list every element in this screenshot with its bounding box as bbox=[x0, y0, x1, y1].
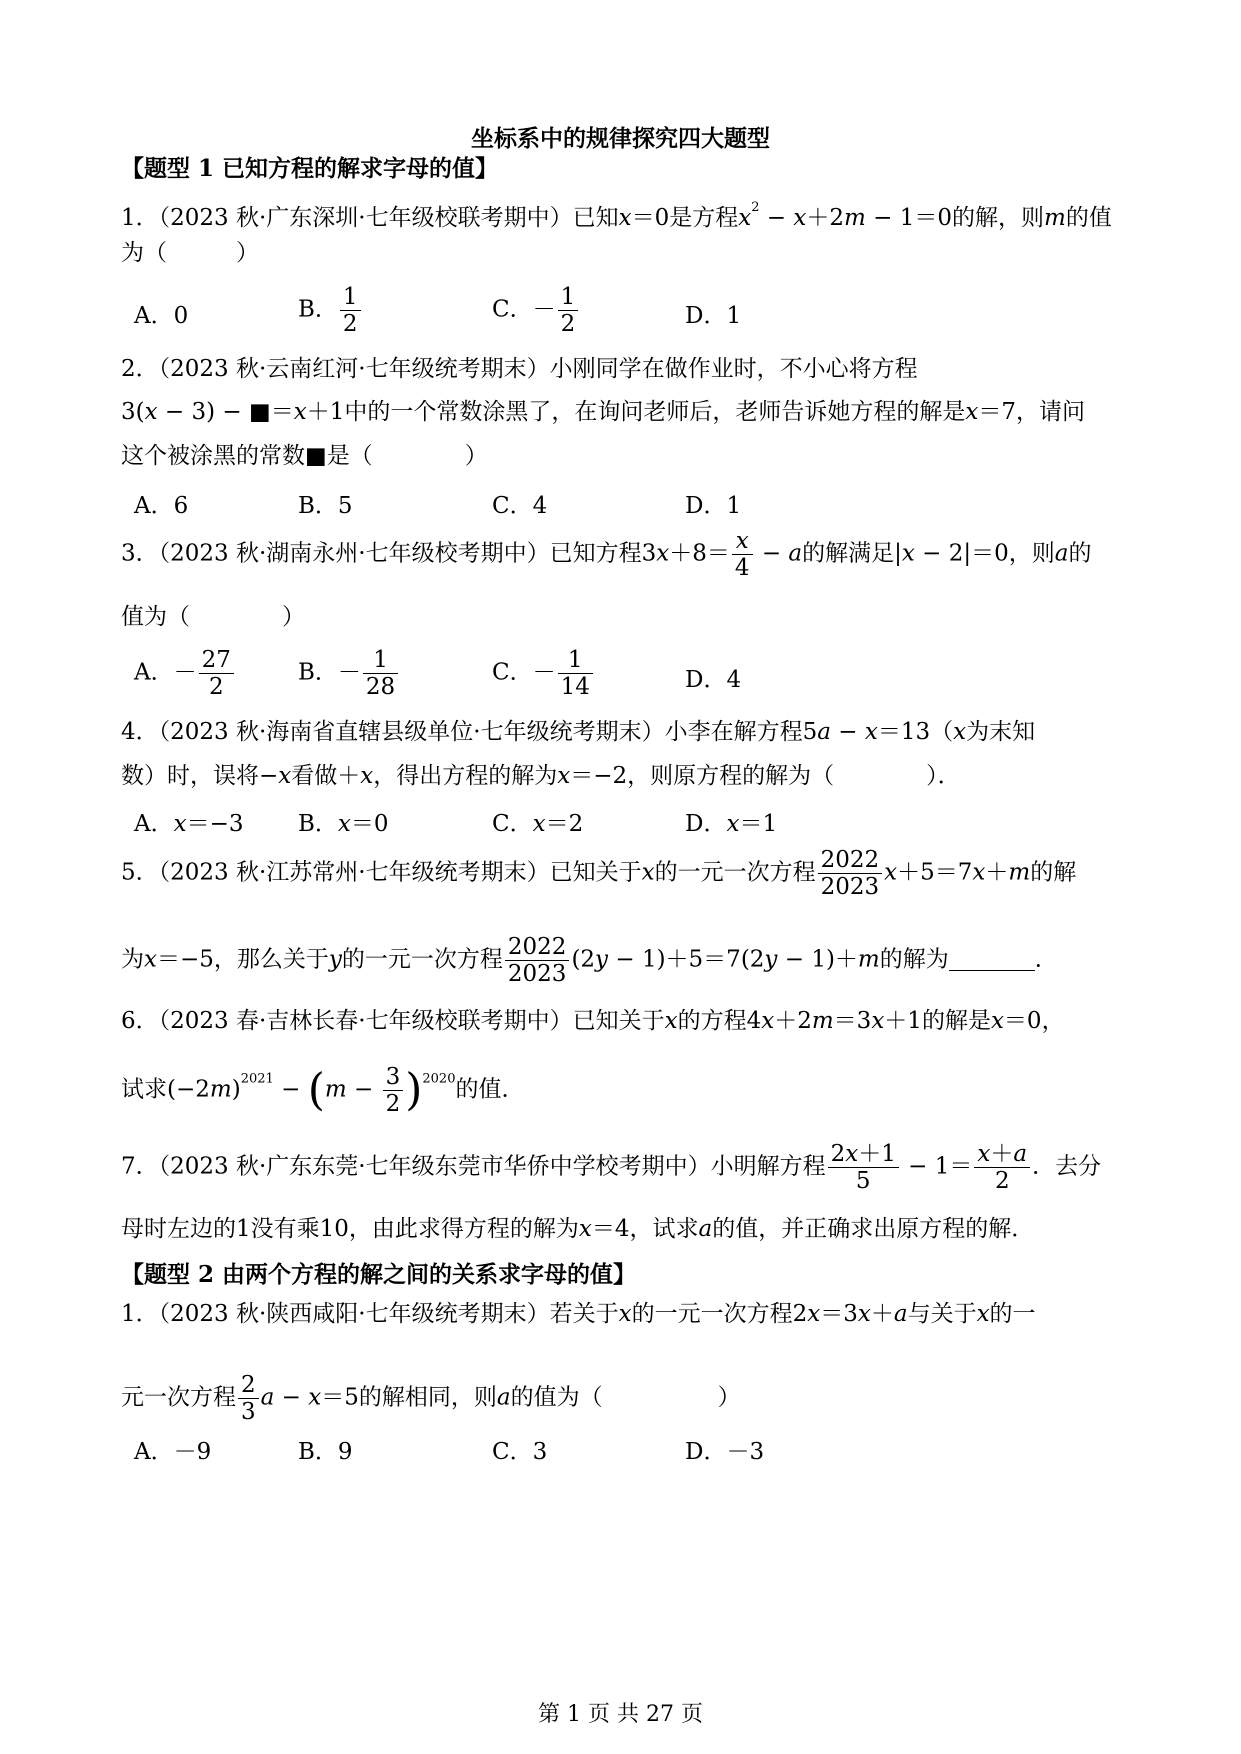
question-4-line-1: 4．（2023 秋·海南省直辖县级单位·七年级统考期末）小李在解方程5a − x＝13（x为末知 bbox=[121, 719, 1036, 745]
q4-option-c[interactable]: C．x＝2 bbox=[492, 811, 584, 837]
question-1-line-2: 为（ ） bbox=[121, 240, 259, 266]
question-3-line-1: 3．（2023 秋·湖南永州·七年级校考期中）已知方程3x＋8＝ $\frac{x}{4}$ − a的解满足|x − 2|＝0，则a的 bbox=[121, 528, 1092, 581]
question-2-line-2: 3(x − 3) − ■＝x＋1中的一个常数涂黑了，在询问老师后，老师告诉她方程的解是x＝7，请问 bbox=[121, 399, 1085, 425]
q2-option-d[interactable]: D．1 bbox=[685, 493, 742, 519]
question-6-line-1: 6．（2023 春·吉林长春·七年级校联考期中）已知关于x的方程4x＋2m＝3x＋1的解是x＝0， bbox=[121, 1008, 1065, 1034]
question-2-line-1: 2．（2023 秋·云南红河·七年级统考期末）小刚同学在做作业时，不小心将方程 bbox=[121, 356, 918, 382]
q4-option-a[interactable]: A．x＝−3 bbox=[134, 811, 244, 837]
q1-option-c[interactable]: C．－ $\frac{1}{2}$ bbox=[492, 284, 580, 337]
question-5-line-2: 为x＝−5，那么关于y的一元一次方程 $\frac{2022}{2023}$ (2y − 1)＋5＝7(2y − 1)＋m的解为 ． bbox=[121, 934, 1058, 987]
q3-option-a[interactable]: A．－ $\frac{27}{2}$ bbox=[134, 647, 236, 700]
question-1-line-1: 1．（2023 秋·广东深圳·七年级校联考期中）已知x＝0是方程$x^2 - x+2m - 1=0$的解，则m的值 bbox=[121, 200, 1112, 231]
q2-option-b[interactable]: B．5 bbox=[298, 493, 353, 519]
page-title: 坐标系中的规律探究四大题型 bbox=[471, 125, 770, 152]
question-2-line-3: 这个被涂黑的常数■是（ ） bbox=[121, 443, 488, 469]
q1-option-d[interactable]: D．1 bbox=[685, 303, 742, 329]
question-4-line-2: 数）时，误将−x看做＋x，得出方程的解为x＝−2，则原方程的解为（ ）． bbox=[121, 763, 961, 789]
q8-option-a[interactable]: A．－9 bbox=[134, 1439, 212, 1465]
q4-option-d[interactable]: D．x＝1 bbox=[685, 811, 778, 837]
question-7-line-1: 7．（2023 秋·广东东莞·七年级东莞市华侨中学校考期中）小明解方程 $\frac{2x+1}{5}$ − 1＝ $\frac{x+a}{2}$ ．去分 bbox=[121, 1141, 1102, 1194]
q3-option-c[interactable]: C．－ $\frac{1}{14}$ bbox=[492, 647, 595, 700]
q3-option-d[interactable]: D．4 bbox=[685, 667, 742, 693]
page-footer: 第 1 页 共 27 页 bbox=[538, 1702, 703, 1727]
question-5-line-1: 5．（2023 秋·江苏常州·七年级统考期末）已知关于x的一元一次方程 $\frac{2022}{2023}$ x＋5＝7x＋m的解 bbox=[121, 847, 1077, 900]
question-6-line-2: 试求$(-2m)^{2021} - (m$ − $\frac{3}{2}$ )$^{2020}$的值． bbox=[121, 1064, 525, 1117]
question-8-line-1: 1．（2023 秋·陕西咸阳·七年级统考期末）若关于x的一元一次方程2x＝3x＋a与关于x的一 bbox=[121, 1301, 1036, 1327]
q8-option-b[interactable]: B．9 bbox=[298, 1439, 353, 1465]
section-header-1: 【题型 1 已知方程的解求字母的值】 bbox=[121, 155, 499, 182]
question-3-line-2: 值为（ ） bbox=[121, 604, 305, 630]
q2-option-c[interactable]: C．4 bbox=[492, 493, 548, 519]
q4-option-b[interactable]: B．x＝0 bbox=[298, 811, 389, 837]
question-8-line-2: 元一次方程 $\frac{2}{3}$ a − x＝5的解相同，则a的值为（ ） bbox=[121, 1372, 741, 1425]
q1-option-b[interactable]: B． $\frac{1}{2}$ bbox=[298, 284, 363, 337]
answer-blank[interactable] bbox=[949, 948, 1035, 971]
section-header-2: 【题型 2 由两个方程的解之间的关系求字母的值】 bbox=[121, 1261, 637, 1288]
question-7-line-2: 母时左边的1没有乘10，由此求得方程的解为x＝4，试求a的值，并正确求出原方程的解． bbox=[121, 1216, 1035, 1242]
q2-option-a[interactable]: A．6 bbox=[134, 493, 189, 519]
q1-option-a[interactable]: A．0 bbox=[134, 303, 189, 329]
q8-option-d[interactable]: D．－3 bbox=[685, 1439, 765, 1465]
q3-option-b[interactable]: B．－ $\frac{1}{28}$ bbox=[298, 647, 400, 700]
q8-option-c[interactable]: C．3 bbox=[492, 1439, 548, 1465]
